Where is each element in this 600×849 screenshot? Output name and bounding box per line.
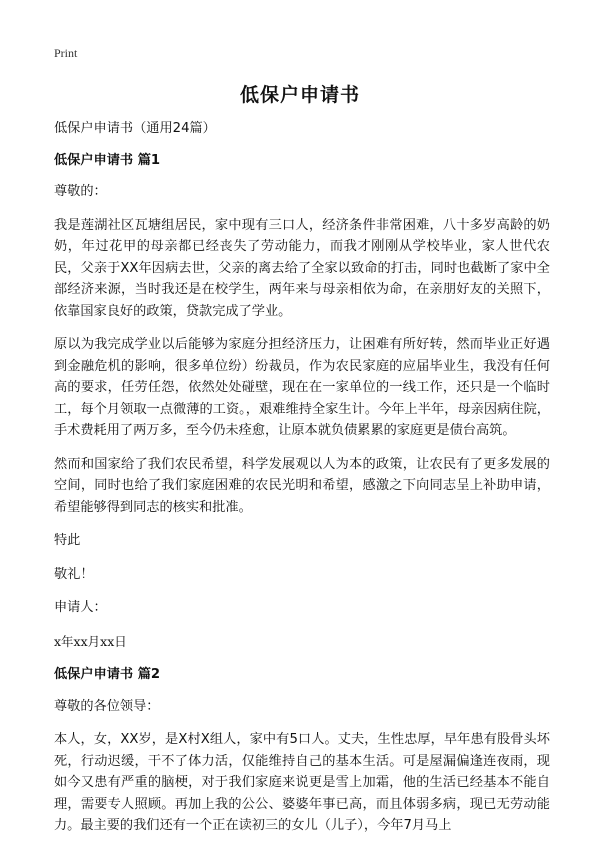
document-subtitle: 低保户申请书（通用24篇） <box>54 121 216 136</box>
paragraph-2-1: 本人，女，XX岁，是X村X组人，家中有5口人。丈夫，生性忠厚，早年患有股骨头坏死，行动迟缓，干不了体力活，仅能维持自己的基本生活。可是屋漏偏逢连夜雨，现如今又患有严重的脑梗，对于我们家庭来说更是雪上加霜，他的生活已经基本不能自理，需要专人照顾。再加上我的公公、婆婆年事已高，而且体弱多病，现已无劳动能力。最主要的我们还有一个正在读初三的女儿（儿子），今年7月马上 <box>54 732 550 833</box>
closing-tecci: 特此 <box>54 533 81 548</box>
paragraph-1-2: 原以为我完成学业以后能够为家庭分担经济压力，让困难有所好转，然而毕业正好遇到金融危机的影响，很多单位纷）纷裁员，作为农民家庭的应届毕业生，我没有任何高的要求，任劳任怨，依然处处碰壁，现在在一家单位的一线工作，还只是一个临时工，每个月领取一点微薄的工资。，艰难维持全家生计。今年上半年，母亲因病住院，手术费耗用了两万多，至今仍未痊愈，让原本就负债累累的家庭更是债台高筑。 <box>54 337 550 438</box>
section-heading-1: 低保户申请书 篇1 <box>54 152 161 168</box>
document-body <box>54 118 550 849</box>
paragraph-1-3: 然而和国家给了我们农民希望，科学发展观以人为本的政策，让农民有了更多发展的空间，同时也给了我们家庭困难的农民光明和希望，感激之下向同志呈上补助申请，希望能够得到同志的核实和批准。 <box>54 456 550 515</box>
closing-jingli: 敬礼！ <box>54 566 94 582</box>
document-title: 低保户申请书 <box>239 84 360 106</box>
date-line: x年xx月xx日 <box>54 633 127 649</box>
greeting-1: 尊敬的： <box>54 184 107 199</box>
applicant-label: 申请人： <box>54 600 107 615</box>
greeting-2: 尊敬的各位领导： <box>54 698 160 714</box>
paragraph-1-1: 我是莲湖社区瓦塘组居民，家中现有三口人，经济条件非常困难，八十多岁高龄的奶奶，年过花甲的母亲都已经丧失了劳动能力，而我才刚刚从学校毕业，家人世代农民，父亲于XX年因病去世，父亲的离去给了全家以致命的打击，同时也截断了家中全部经济来源，当时我还是在校学生，两年来与母亲相依为命，在亲朋好友的关照下，依靠国家良好的政策，贷款完成了学业。 <box>54 217 550 319</box>
print-label: Print <box>54 46 78 60</box>
section-heading-2: 低保户申请书 篇2 <box>54 667 161 682</box>
